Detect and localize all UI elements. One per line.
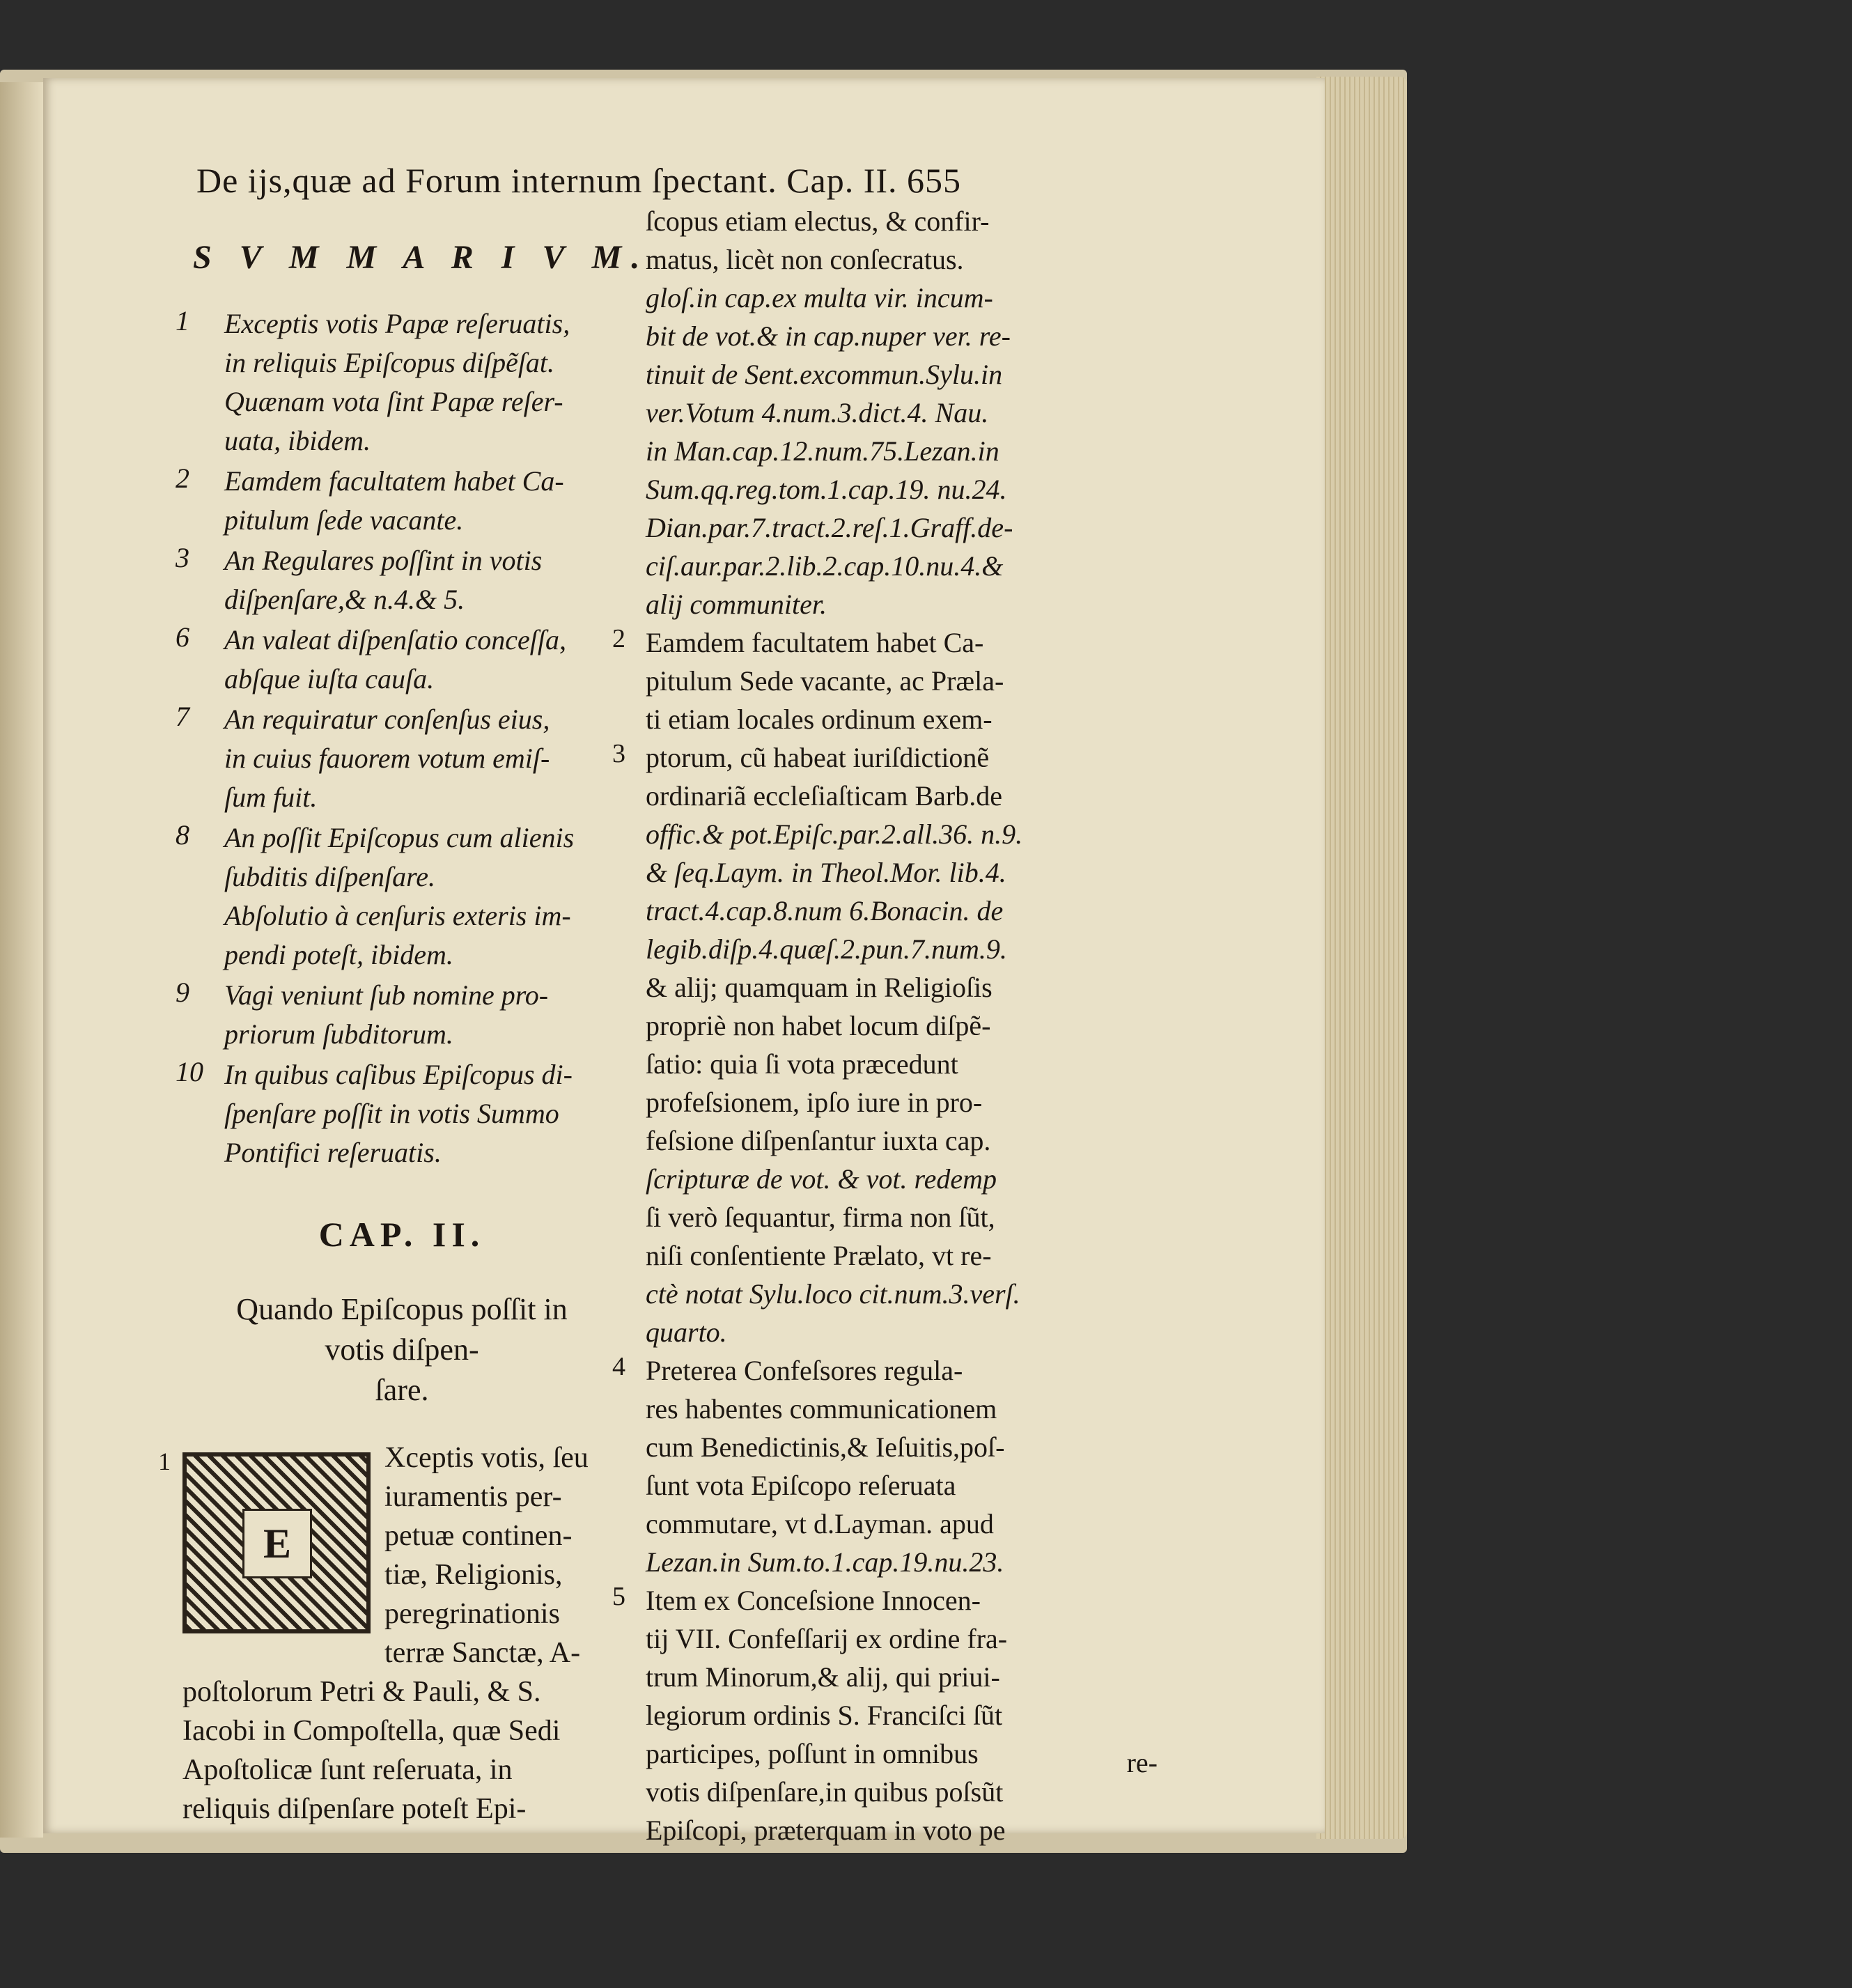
previous-page-edge [0, 82, 43, 1838]
text-line: propriè non habet locum diſpẽ- [646, 1010, 991, 1041]
text-line: cum Benedictinis,& Ieſuitis,poſ- [646, 1431, 1005, 1463]
summary-item [176, 976, 670, 1054]
text-line: legiorum ordinis S. Franciſci ſũt [646, 1700, 1003, 1731]
text-line: tiæ, Religionis, [384, 1559, 563, 1591]
summary-line: in cuius fauorem votum emiſ- [224, 743, 550, 774]
text-line: ordinariã eccleſiaſticam Barb.de [646, 780, 1002, 811]
paragraph-number: 4 [612, 1352, 625, 1381]
initial-letter: E [242, 1509, 312, 1578]
text-line: & ſeq.Laym. in Theol.Mor. lib.4. [646, 857, 1006, 888]
text-line: gloſ.in cap.ex multa vir. incum- [646, 282, 993, 313]
summary-number: 3 [176, 542, 189, 573]
paragraph [612, 1581, 1147, 1849]
text-line: bit de vot.& in cap.nuper ver. re- [646, 320, 1011, 352]
summary-item [176, 700, 670, 817]
text-line: reliquis diſpenſare poteſt Epi- [182, 1793, 527, 1825]
text-line: profeſsionem, ipſo iure in pro- [646, 1087, 983, 1118]
text-line: ſcopus etiam electus, & confir- [646, 205, 990, 237]
paragraph-number: 1 [158, 1447, 171, 1475]
text-line: Iacobi in Compoſtella, quæ Sedi [182, 1715, 561, 1747]
summary-item [176, 462, 670, 540]
text-line: tract.4.cap.8.num 6.Bonacin. de [646, 895, 1004, 926]
text-line: ſatio: quia ſi vota præcedunt [646, 1048, 958, 1080]
text-line: terræ Sanctæ, A- [384, 1637, 581, 1669]
text-line: tij VII. Confeſſarij ex ordine fra- [646, 1623, 1008, 1654]
summary-line: An poſſit Epiſcopus cum alienis [224, 822, 575, 853]
summary-line: Quænam vota ſint Papæ reſer- [224, 386, 563, 417]
summary-list [176, 304, 670, 1172]
catchword: re- [1126, 1747, 1158, 1778]
paragraph [612, 623, 1147, 738]
summary-item [176, 621, 670, 699]
summary-item [176, 541, 670, 619]
summary-line: in reliquis Epiſcopus diſpẽſat. [224, 347, 555, 378]
text-line: ſi verò ſequantur, firma non ſũt, [646, 1202, 995, 1233]
text-line: in Man.cap.12.num.75.Lezan.in [646, 435, 999, 467]
summary-line: Vagi veniunt ſub nomine pro- [224, 979, 549, 1011]
text-line: Item ex Conceſsione Innocen- [646, 1585, 981, 1616]
summary-number: 8 [176, 819, 189, 851]
text-line: & alij; quamquam in Religioſis [646, 972, 993, 1003]
chapter-subtitle [134, 1289, 670, 1411]
text-line: Dian.par.7.tract.2.reſ.1.Graff.de- [646, 512, 1013, 543]
text-line: Lezan.in Sum.to.1.cap.19.nu.23. [646, 1546, 1004, 1578]
text-line: ti etiam locales ordinum exem- [646, 704, 993, 735]
text-line: ciſ.aur.par.2.lib.2.cap.10.nu.4.& [646, 550, 1004, 582]
summary-line: In quibus caſibus Epiſcopus di- [224, 1059, 573, 1090]
intro-text [182, 1672, 670, 1828]
text-line: legib.diſp.4.quæſ.2.pun.7.num.9. [646, 933, 1007, 965]
text-line: peregrinationis [384, 1598, 560, 1630]
paragraph-number: 2 [612, 624, 625, 653]
summary-line: abſque iuſta cauſa. [224, 663, 435, 694]
paragraph-number: 3 [612, 739, 625, 768]
summary-number: 10 [176, 1056, 203, 1087]
decorated-initial [182, 1452, 371, 1633]
intro-paragraph [158, 1438, 670, 1828]
text-line: trum Minorum,& alij, qui priui- [646, 1661, 1000, 1693]
book-page [43, 78, 1325, 1846]
text-line: votis diſpenſare,in quibus poſsũt [646, 1776, 1004, 1808]
left-column [158, 238, 670, 1828]
text-line: quarto. [646, 1317, 727, 1348]
text-line: Eamdem facultatem habet Ca- [646, 627, 984, 658]
summary-number: 6 [176, 621, 189, 653]
text-line: commutare, vt d.Layman. apud [646, 1508, 994, 1539]
summary-line: diſpenſare,& n.4.& 5. [224, 584, 465, 615]
text-line: Epiſcopi, præterquam in voto pe [646, 1815, 1006, 1846]
summary-line: ſubditis diſpenſare. [224, 861, 435, 892]
text-line: Preterea Confeſsores regula- [646, 1355, 963, 1386]
page-edges [1316, 77, 1407, 1839]
chapter-subtitle-line: votis diſpen- [325, 1333, 479, 1367]
summary-line: priorum ſubditorum. [224, 1018, 453, 1050]
paragraph [646, 202, 1147, 623]
text-line: offic.& pot.Epiſc.par.2.all.36. n.9. [646, 818, 1023, 850]
text-line: matus, licèt non conſecratus. [646, 244, 964, 275]
summary-line: pendi poteſt, ibidem. [224, 939, 453, 970]
text-line: ptorum, cũ habeat iuriſdictionẽ [646, 742, 990, 773]
summary-title: S V M M A R I V M. [193, 239, 650, 276]
running-head: De ijs,quæ ad Forum internum ſpectant. Cap. II. 655 [196, 161, 962, 200]
text-line: poſtolorum Petri & Pauli, & S. [182, 1676, 541, 1708]
summary-item [176, 1055, 670, 1172]
summary-line: ſpenſare poſſit in votis Summo [224, 1098, 559, 1129]
text-line: ſcripturæ de vot. & vot. redemp [646, 1163, 997, 1195]
summary-number: 1 [176, 305, 189, 336]
right-column [612, 202, 1147, 1849]
text-line: participes, poſſunt in omnibus [646, 1738, 979, 1769]
text-line: ſunt vota Epiſcopo reſeruata [646, 1470, 956, 1501]
summary-item [176, 304, 670, 460]
text-line: tinuit de Sent.excommun.Sylu.in [646, 359, 1003, 390]
summary-line: Abſolutio à cenſuris exteris im- [224, 900, 571, 931]
paragraph [612, 1351, 1147, 1581]
text-line: Apoſtolicæ ſunt reſeruata, in [182, 1754, 513, 1786]
text-line: iuramentis per- [384, 1481, 562, 1513]
text-line: petuæ continen- [384, 1520, 573, 1552]
text-line: Sum.qq.reg.tom.1.cap.19. nu.24. [646, 474, 1007, 505]
paragraph [612, 738, 1147, 1351]
text-line: niſi conſentiente Prælato, vt re- [646, 1240, 992, 1271]
text-line: Xceptis votis, ſeu [384, 1442, 589, 1474]
summary-line: An valeat diſpenſatio conceſſa, [224, 624, 566, 655]
summary-line: pitulum ſede vacante. [224, 504, 464, 536]
text-line: pitulum Sede vacante, ac Præla- [646, 665, 1004, 697]
summary-line: uata, ibidem. [224, 425, 371, 456]
summary-number: 9 [176, 977, 189, 1008]
summary-number: 2 [176, 463, 189, 494]
text-line: alij communiter. [646, 589, 827, 620]
text-line: feſsione diſpenſantur iuxta cap. [646, 1125, 991, 1156]
summary-number: 7 [176, 701, 189, 732]
text-line: ctè notat Sylu.loco cit.num.3.verſ. [646, 1278, 1020, 1310]
summary-line: ſum fuit. [224, 782, 318, 813]
text-line: res habentes communicationem [646, 1393, 997, 1424]
summary-line: An Regulares poſſint in votis [224, 545, 543, 576]
summary-line: Exceptis votis Papæ reſeruatis, [224, 308, 570, 339]
chapter-title: CAP. II. [318, 1215, 485, 1254]
summary-line: Eamdem facultatem habet Ca- [224, 465, 564, 497]
paragraph-number: 5 [612, 1582, 625, 1611]
summary-item [176, 818, 670, 974]
summary-line: Pontifici reſeruatis. [224, 1137, 442, 1168]
text-line: ver.Votum 4.num.3.dict.4. Nau. [646, 397, 989, 428]
chapter-subtitle-line: ſare. [375, 1373, 429, 1407]
chapter-subtitle-line: Quando Epiſcopus poſſit in [236, 1292, 568, 1326]
summary-line: An requiratur conſenſus eius, [224, 704, 550, 735]
